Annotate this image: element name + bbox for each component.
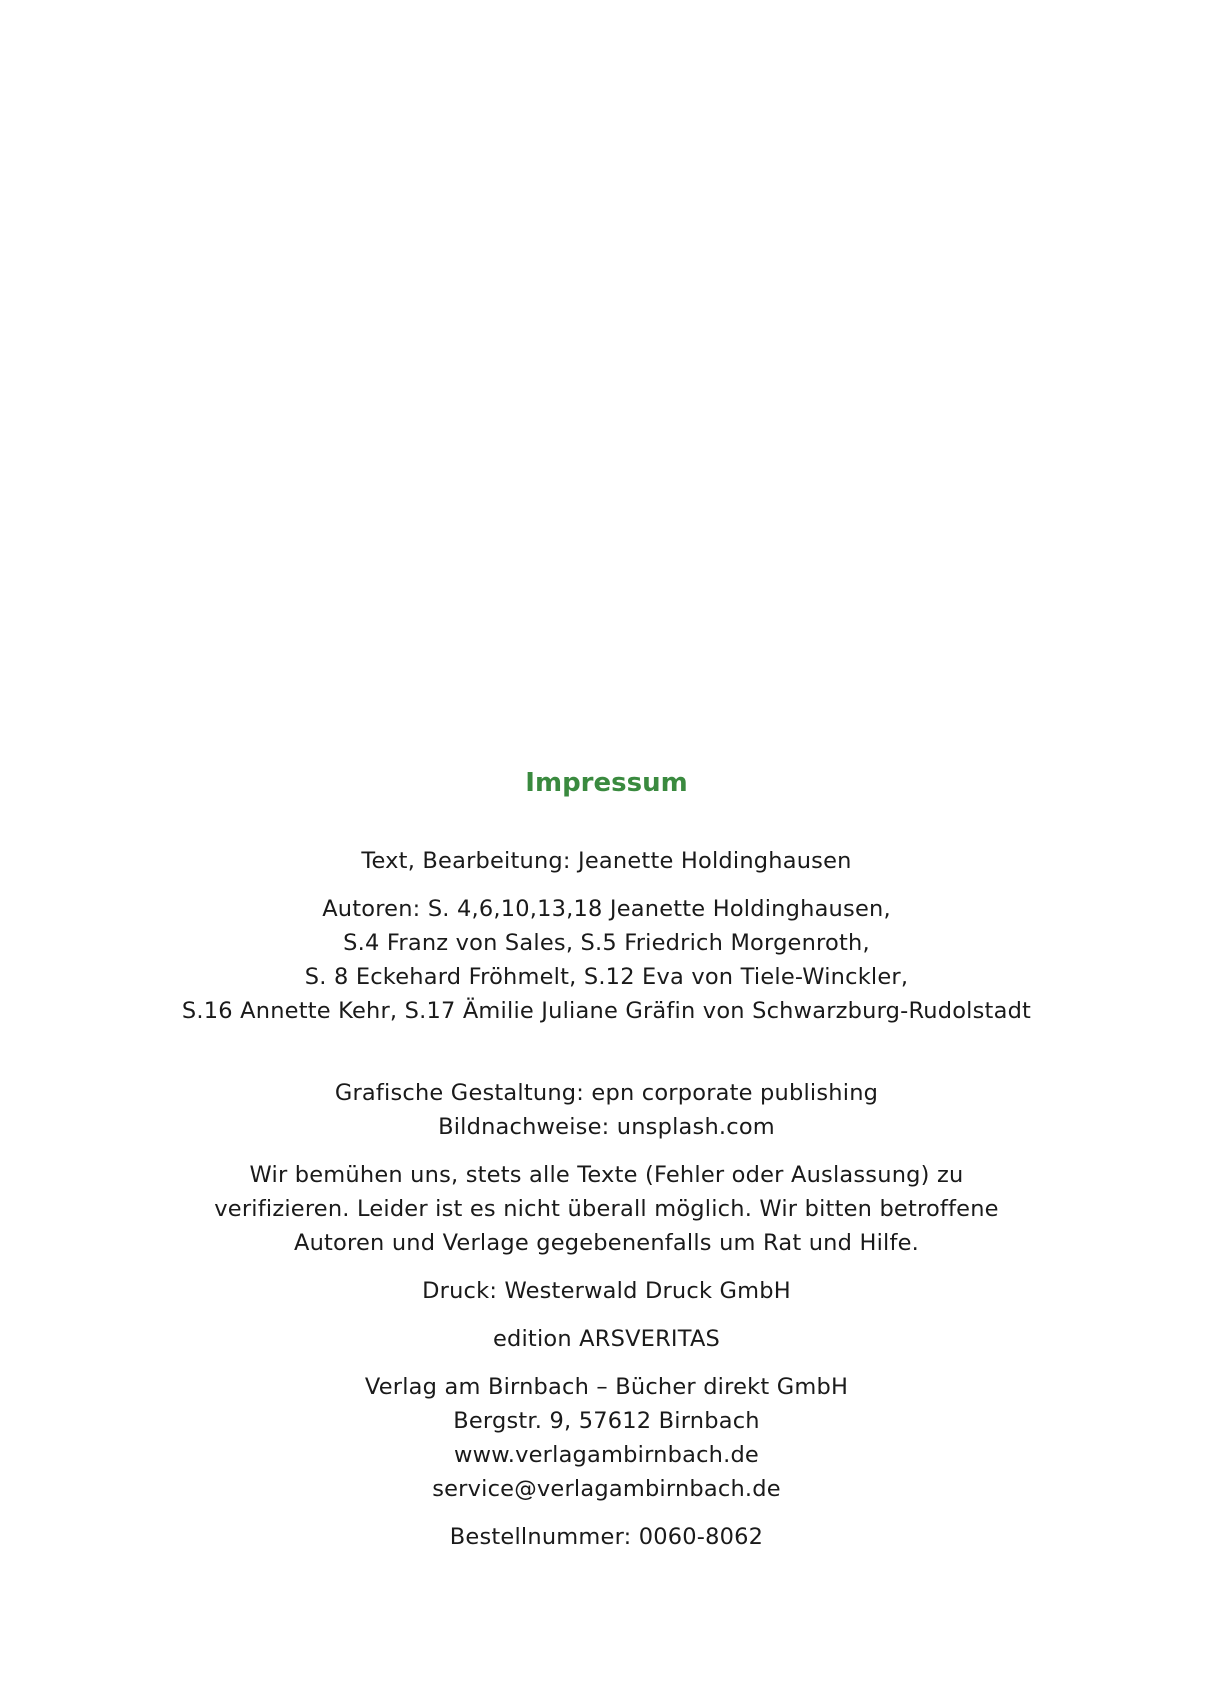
- authors-line: S.16 Annette Kehr, S.17 Ämilie Juliane Gräfin von Schwarzburg-Rudolstadt: [181, 998, 1032, 1024]
- design-credits: [0, 1076, 1213, 1144]
- text-edit-credit: [0, 844, 1213, 878]
- publisher-name: Verlag am Birnbach – Bücher direkt GmbH: [364, 1374, 849, 1400]
- publisher-email-link[interactable]: service@verlagambirnbach.de: [432, 1476, 781, 1502]
- authors-line: S.4 Franz von Sales, S.5 Friedrich Morgenroth,: [343, 930, 870, 956]
- print-line: Druck: Westerwald Druck GmbH: [422, 1278, 791, 1304]
- disclaimer-line: verifizieren. Leider ist es nicht überall möglich. Wir bitten betroffene: [214, 1196, 999, 1222]
- text-edit-line: Text, Bearbeitung: Jeanette Holdinghausen: [361, 848, 852, 874]
- print-credit: [0, 1274, 1213, 1308]
- authors-line: S. 8 Eckehard Fröhmelt, S.12 Eva von Tiele-Winckler,: [304, 964, 909, 990]
- publisher-street: Bergstr. 9, 57612 Birnbach: [453, 1408, 760, 1434]
- publisher-website-link[interactable]: www.verlagambirnbach.de: [454, 1442, 759, 1468]
- imprint-title: Impressum: [525, 768, 688, 798]
- authors-line: Autoren: S. 4,6,10,13,18 Jeanette Holdinghausen,: [322, 896, 891, 922]
- photo-credits-line: Bildnachweise: unsplash.com: [438, 1114, 775, 1140]
- imprint-section: [0, 766, 1213, 1554]
- edition-line: edition ARSVERITAS: [492, 1326, 721, 1352]
- edition: [0, 1322, 1213, 1356]
- authors-credit: [0, 892, 1213, 1028]
- design-line: Grafische Gestaltung: epn corporate publishing: [334, 1080, 879, 1106]
- disclaimer-line: Wir bemühen uns, stets alle Texte (Fehler oder Auslassung) zu: [249, 1162, 964, 1188]
- publisher-address: [0, 1370, 1213, 1506]
- order-number: [0, 1520, 1213, 1554]
- disclaimer: [0, 1158, 1213, 1260]
- disclaimer-line: Autoren und Verlage gegebenenfalls um Rat und Hilfe.: [293, 1230, 919, 1256]
- order-number-line: Bestellnummer: 0060-8062: [449, 1524, 764, 1550]
